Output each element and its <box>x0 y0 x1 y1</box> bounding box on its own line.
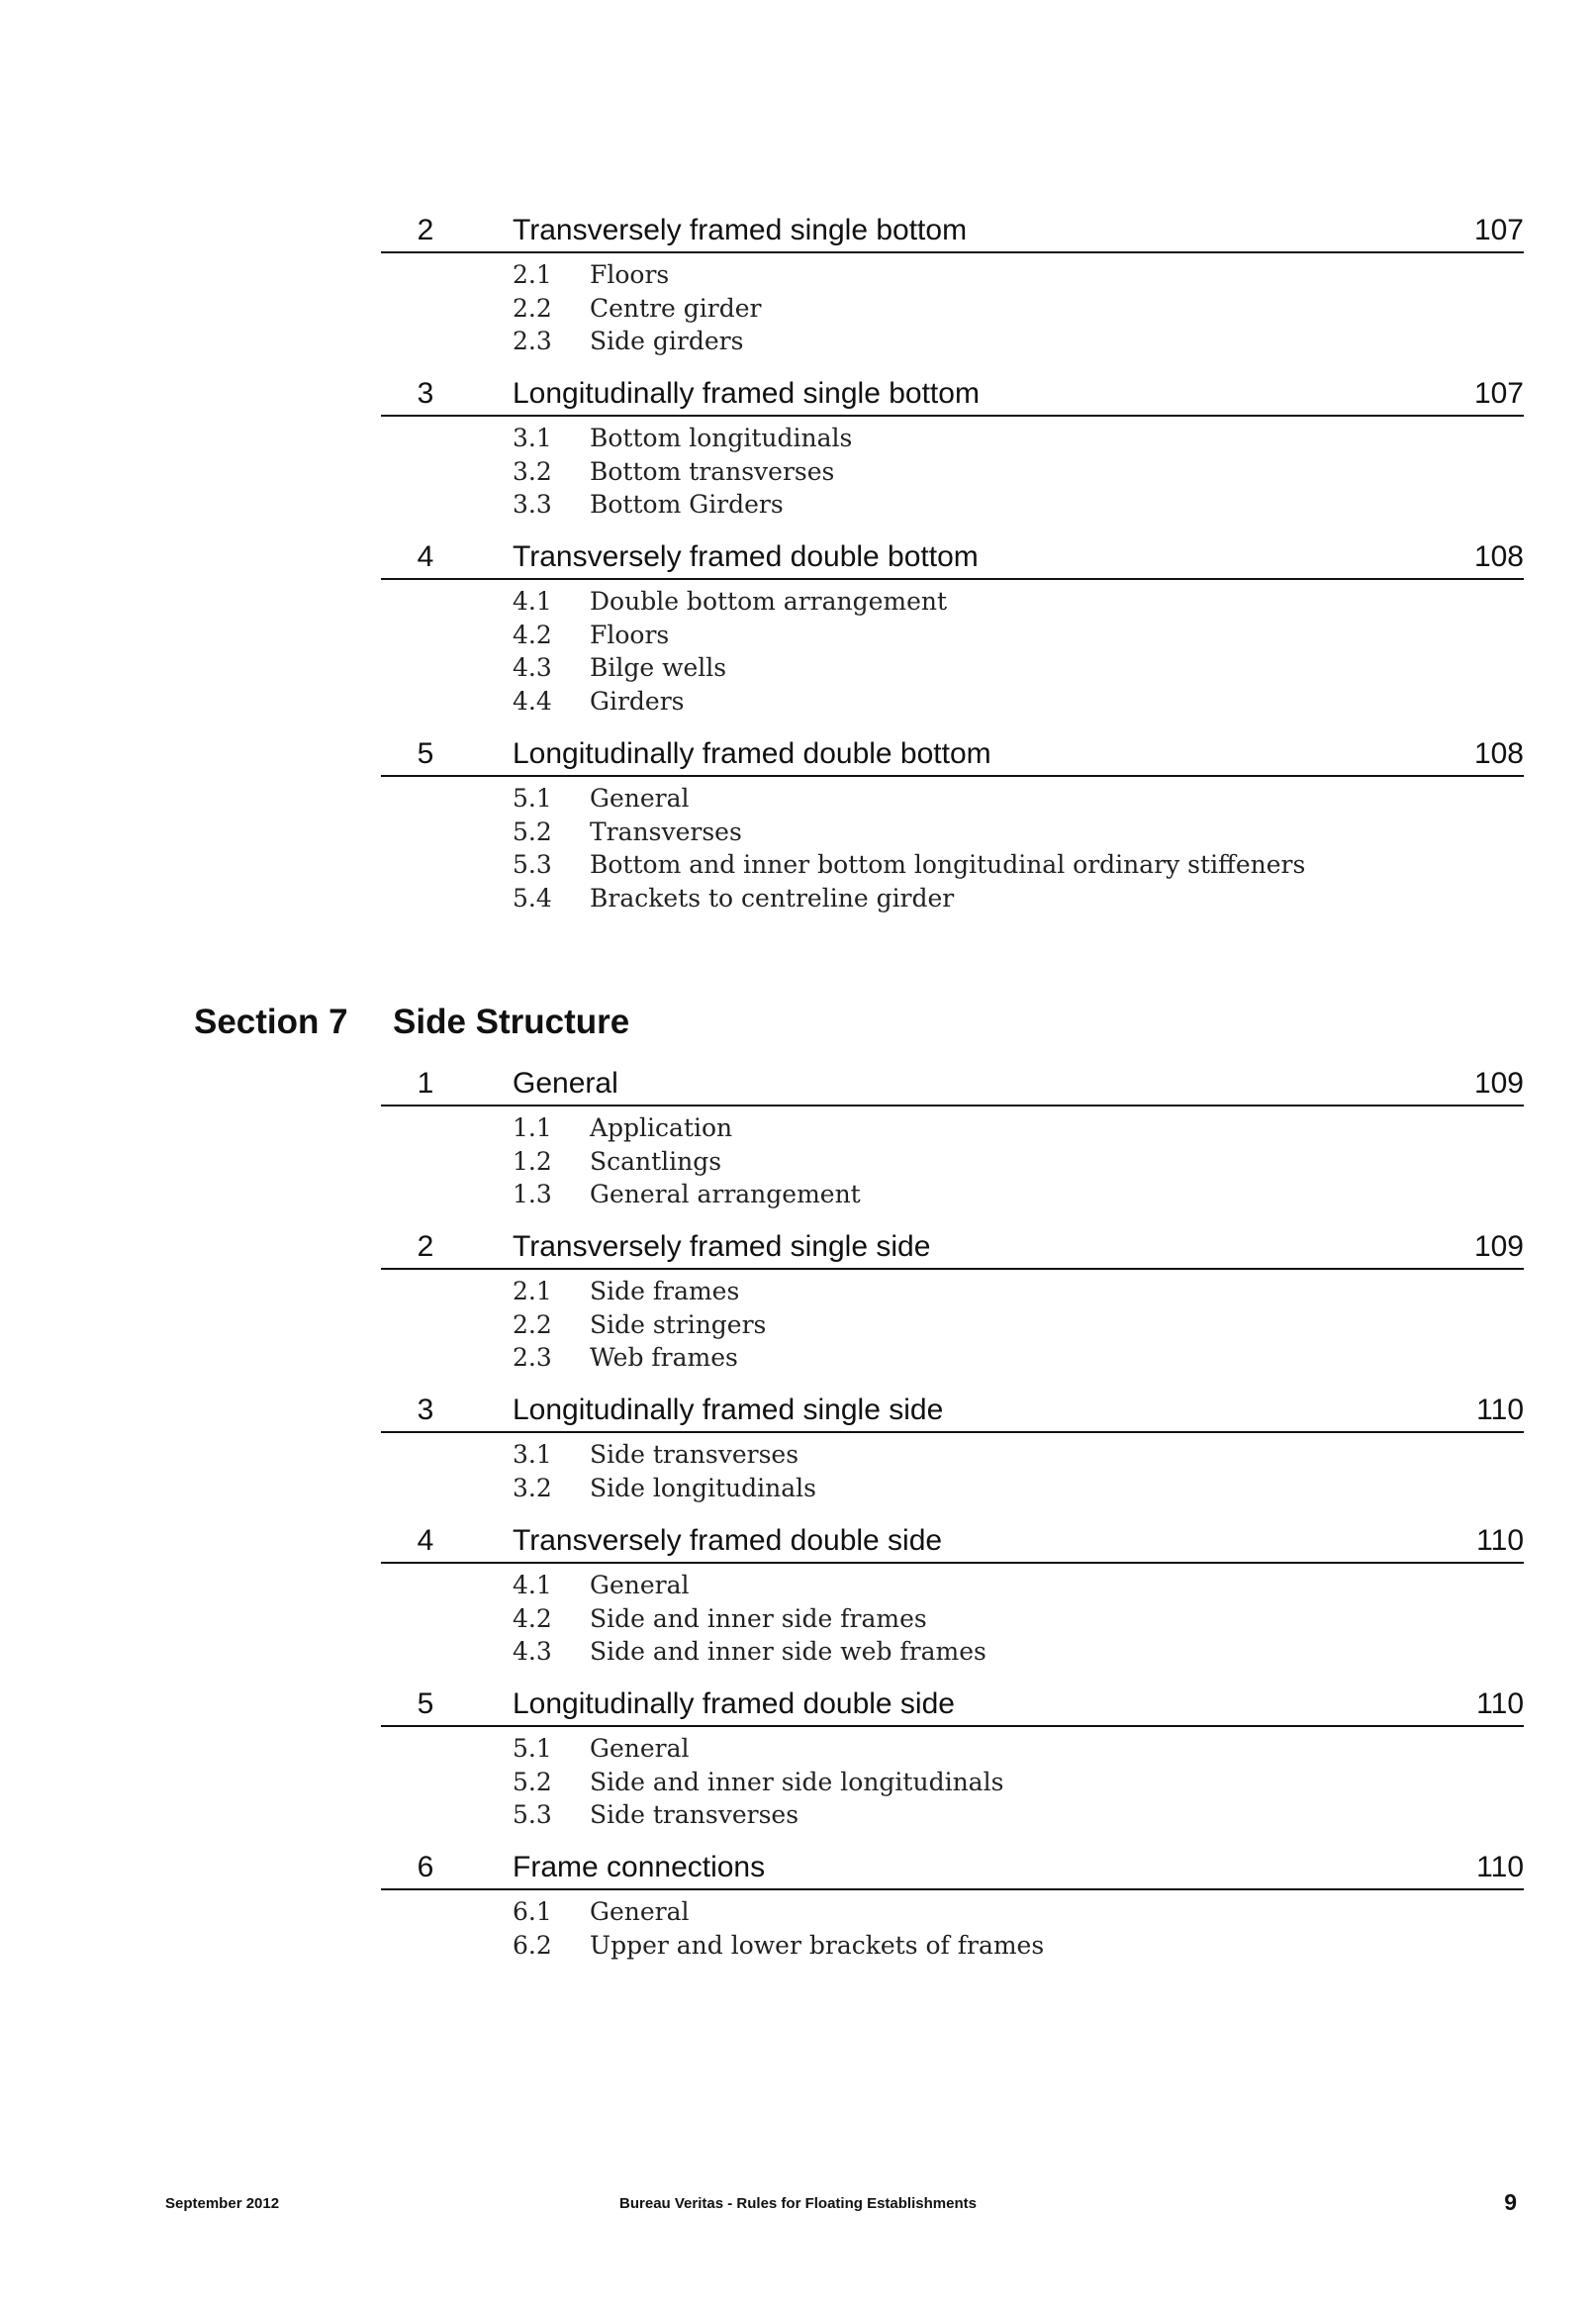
subentry-number: 5.1 <box>513 1734 552 1763</box>
subentry-number: 1.1 <box>513 1113 552 1142</box>
subentry[interactable] <box>513 1766 1524 1799</box>
entry-number: 6 <box>417 1851 434 1883</box>
subentry-label: Bottom Girders <box>590 490 784 519</box>
entry-page: 110 <box>1476 1687 1524 1720</box>
subentry-number: 1.2 <box>513 1146 552 1176</box>
subentry-number: 5.3 <box>513 850 552 879</box>
entry-number: 1 <box>417 1067 434 1100</box>
subentry-number: 6.2 <box>513 1930 552 1960</box>
subentry[interactable] <box>513 1635 1524 1669</box>
subentry-list <box>513 417 1524 522</box>
subentry[interactable] <box>513 782 1524 816</box>
subentry[interactable] <box>513 882 1524 915</box>
subentry-label: General <box>590 1734 690 1763</box>
entry-page: 107 <box>1473 377 1524 410</box>
toc-entry-heading[interactable] <box>381 1843 1524 1890</box>
entry-number: 4 <box>417 540 434 573</box>
subentry-label: Side transverses <box>590 1440 799 1469</box>
entry-page: 109 <box>1473 1230 1524 1263</box>
subentry-number: 5.2 <box>513 817 552 846</box>
toc-entry <box>381 532 1524 718</box>
subentry[interactable] <box>513 816 1524 849</box>
entry-title: Longitudinally framed double bottom <box>513 737 991 770</box>
entry-page: 110 <box>1476 1394 1524 1426</box>
toc-entry-heading[interactable] <box>381 206 1524 253</box>
subentry[interactable] <box>513 488 1524 522</box>
subentry-label: Side frames <box>590 1277 740 1305</box>
toc-entry-heading[interactable] <box>381 1386 1524 1433</box>
subentry-number: 6.1 <box>513 1897 552 1926</box>
toc-entry <box>381 729 1524 914</box>
subentry-number: 3.2 <box>513 456 552 486</box>
subentry-list <box>513 1270 1524 1375</box>
entry-title: Transversely framed double bottom <box>513 540 979 573</box>
entry-page: 108 <box>1473 737 1524 770</box>
subentry[interactable] <box>513 1569 1524 1602</box>
subentry[interactable] <box>513 292 1524 326</box>
toc-entry-heading[interactable] <box>381 369 1524 417</box>
subentry[interactable] <box>513 1895 1524 1929</box>
entry-title: Transversely framed double side <box>513 1524 943 1557</box>
subentry-number: 2.3 <box>513 327 552 355</box>
subentry-number: 5.4 <box>513 883 552 913</box>
subentry-label: Floors <box>590 620 670 649</box>
subentry-number: 2.2 <box>513 293 552 323</box>
subentry-label: Brackets to centreline girder <box>590 883 955 913</box>
subentry-label: Floors <box>590 260 670 289</box>
subentry-label: Centre girder <box>590 293 762 323</box>
subentry-list <box>513 1106 1524 1211</box>
subentry-label: Transverses <box>590 817 742 846</box>
subentry-list <box>513 1890 1524 1962</box>
subentry-label: Side and inner side frames <box>590 1603 927 1633</box>
subentry-label: Bilge wells <box>590 653 727 682</box>
subentry-number: 5.3 <box>513 1800 552 1829</box>
entry-title: Transversely framed single bottom <box>513 214 968 246</box>
subentry-label: General <box>590 1897 690 1926</box>
subentry-number: 5.1 <box>513 784 552 813</box>
entry-title: Longitudinally framed single bottom <box>513 377 980 410</box>
subentry-label: General <box>590 1571 690 1599</box>
subentry[interactable] <box>513 325 1524 358</box>
section-title[interactable]: Side Structure <box>393 1003 630 1041</box>
entry-number: 2 <box>417 1230 434 1263</box>
entry-title: Frame connections <box>513 1851 766 1883</box>
entry-number: 3 <box>417 377 434 410</box>
entry-page: 110 <box>1476 1524 1524 1557</box>
subentry-number: 4.3 <box>513 653 552 682</box>
subentry-number: 3.3 <box>513 490 552 519</box>
entry-page: 109 <box>1473 1067 1524 1100</box>
subentry-label: General arrangement <box>590 1180 861 1208</box>
subentry-number: 4.2 <box>513 620 552 649</box>
subentry-label: Web frames <box>590 1343 738 1372</box>
subentry-label: Bottom and inner bottom longitudinal ordinary stiffeners <box>590 850 1306 879</box>
subentry[interactable] <box>513 1438 1524 1472</box>
entry-title: Longitudinally framed single side <box>513 1394 944 1426</box>
subentry-list <box>513 1564 1524 1669</box>
subentry-number: 2.3 <box>513 1343 552 1372</box>
subentry[interactable] <box>513 455 1524 489</box>
toc-entry <box>381 1843 1524 1962</box>
entry-title: Transversely framed single side <box>513 1230 931 1263</box>
subentry-list <box>513 777 1524 914</box>
section-label: Section 7 <box>194 1003 348 1041</box>
toc-entry-heading[interactable] <box>381 532 1524 580</box>
subentry[interactable] <box>513 1308 1524 1342</box>
footer-publication: Bureau Veritas - Rules for Floating Establishments <box>619 2195 977 2212</box>
subentry-label: Upper and lower brackets of frames <box>590 1930 1045 1960</box>
toc-entry <box>381 1516 1524 1669</box>
entry-page: 110 <box>1476 1851 1524 1883</box>
subentry[interactable] <box>513 1732 1524 1766</box>
subentry-label: Application <box>590 1113 733 1142</box>
subentry-number: 4.3 <box>513 1637 552 1666</box>
subentry-number: 4.1 <box>513 587 552 616</box>
subentry-list <box>513 253 1524 358</box>
subentry-number: 2.1 <box>513 1277 552 1305</box>
subentry-label: Scantlings <box>590 1146 722 1176</box>
subentry[interactable] <box>513 1145 1524 1179</box>
entry-number: 3 <box>417 1394 434 1426</box>
subentry-number: 2.2 <box>513 1309 552 1339</box>
subentry[interactable] <box>513 258 1524 292</box>
subentry[interactable] <box>513 422 1524 455</box>
subentry-number: 3.1 <box>513 424 552 452</box>
subentry-label: Bottom longitudinals <box>590 424 853 452</box>
subentry[interactable] <box>513 1798 1524 1832</box>
subentry-label: Bottom transverses <box>590 456 835 486</box>
toc-entry <box>381 1680 1524 1832</box>
toc-entry <box>381 1386 1524 1504</box>
entry-number: 2 <box>417 214 434 246</box>
subentry-number: 1.3 <box>513 1180 552 1208</box>
subentry[interactable] <box>513 1111 1524 1145</box>
toc-entry <box>381 369 1524 522</box>
toc-entry-heading[interactable] <box>381 729 1524 777</box>
entry-page: 107 <box>1473 214 1524 246</box>
subentry[interactable] <box>513 1472 1524 1505</box>
subentry-label: Side stringers <box>590 1309 767 1339</box>
subentry-label: Girders <box>590 686 685 716</box>
subentry[interactable] <box>513 848 1524 882</box>
subentry-number: 3.1 <box>513 1440 552 1469</box>
subentry[interactable] <box>513 685 1524 719</box>
toc-entry <box>381 1222 1524 1375</box>
subentry-number: 5.2 <box>513 1767 552 1796</box>
subentry-number: 4.2 <box>513 1603 552 1633</box>
subentry-label: Side girders <box>590 327 744 355</box>
subentry[interactable] <box>513 585 1524 619</box>
toc-entry-heading[interactable] <box>381 1059 1524 1106</box>
subentry-number: 4.4 <box>513 686 552 716</box>
subentry-label: Side and inner side web frames <box>590 1637 986 1666</box>
footer-date: September 2012 <box>165 2195 280 2212</box>
subentry-number: 3.2 <box>513 1473 552 1502</box>
toc-entry <box>381 1059 1524 1211</box>
subentry[interactable] <box>513 1341 1524 1375</box>
entry-number: 4 <box>417 1524 434 1557</box>
subentry[interactable] <box>513 1602 1524 1636</box>
subentry-list <box>513 1433 1524 1504</box>
subentry[interactable] <box>513 1929 1524 1963</box>
subentry[interactable] <box>513 1275 1524 1308</box>
subentry[interactable] <box>513 619 1524 652</box>
toc-entry-heading[interactable] <box>381 1680 1524 1727</box>
subentry-list <box>513 1727 1524 1832</box>
subentry-label: Side transverses <box>590 1800 799 1829</box>
entry-number: 5 <box>417 1687 434 1720</box>
subentry-list <box>513 580 1524 718</box>
subentry[interactable] <box>513 651 1524 685</box>
subentry-number: 2.1 <box>513 260 552 289</box>
entry-title: Longitudinally framed double side <box>513 1687 955 1720</box>
toc-entry-heading[interactable] <box>381 1222 1524 1270</box>
subentry-label: General <box>590 784 690 813</box>
subentry-label: Side longitudinals <box>590 1473 816 1502</box>
entry-title: General <box>513 1067 618 1100</box>
subentry[interactable] <box>513 1178 1524 1211</box>
entry-page: 108 <box>1473 540 1524 573</box>
subentry-label: Double bottom arrangement <box>590 587 948 616</box>
page-number: 9 <box>1504 2189 1517 2215</box>
subentry-label: Side and inner side longitudinals <box>590 1767 1004 1796</box>
subentry-number: 4.1 <box>513 1571 552 1599</box>
entry-number: 5 <box>417 737 434 770</box>
toc-entry <box>381 206 1524 358</box>
toc-entry-heading[interactable] <box>381 1516 1524 1564</box>
